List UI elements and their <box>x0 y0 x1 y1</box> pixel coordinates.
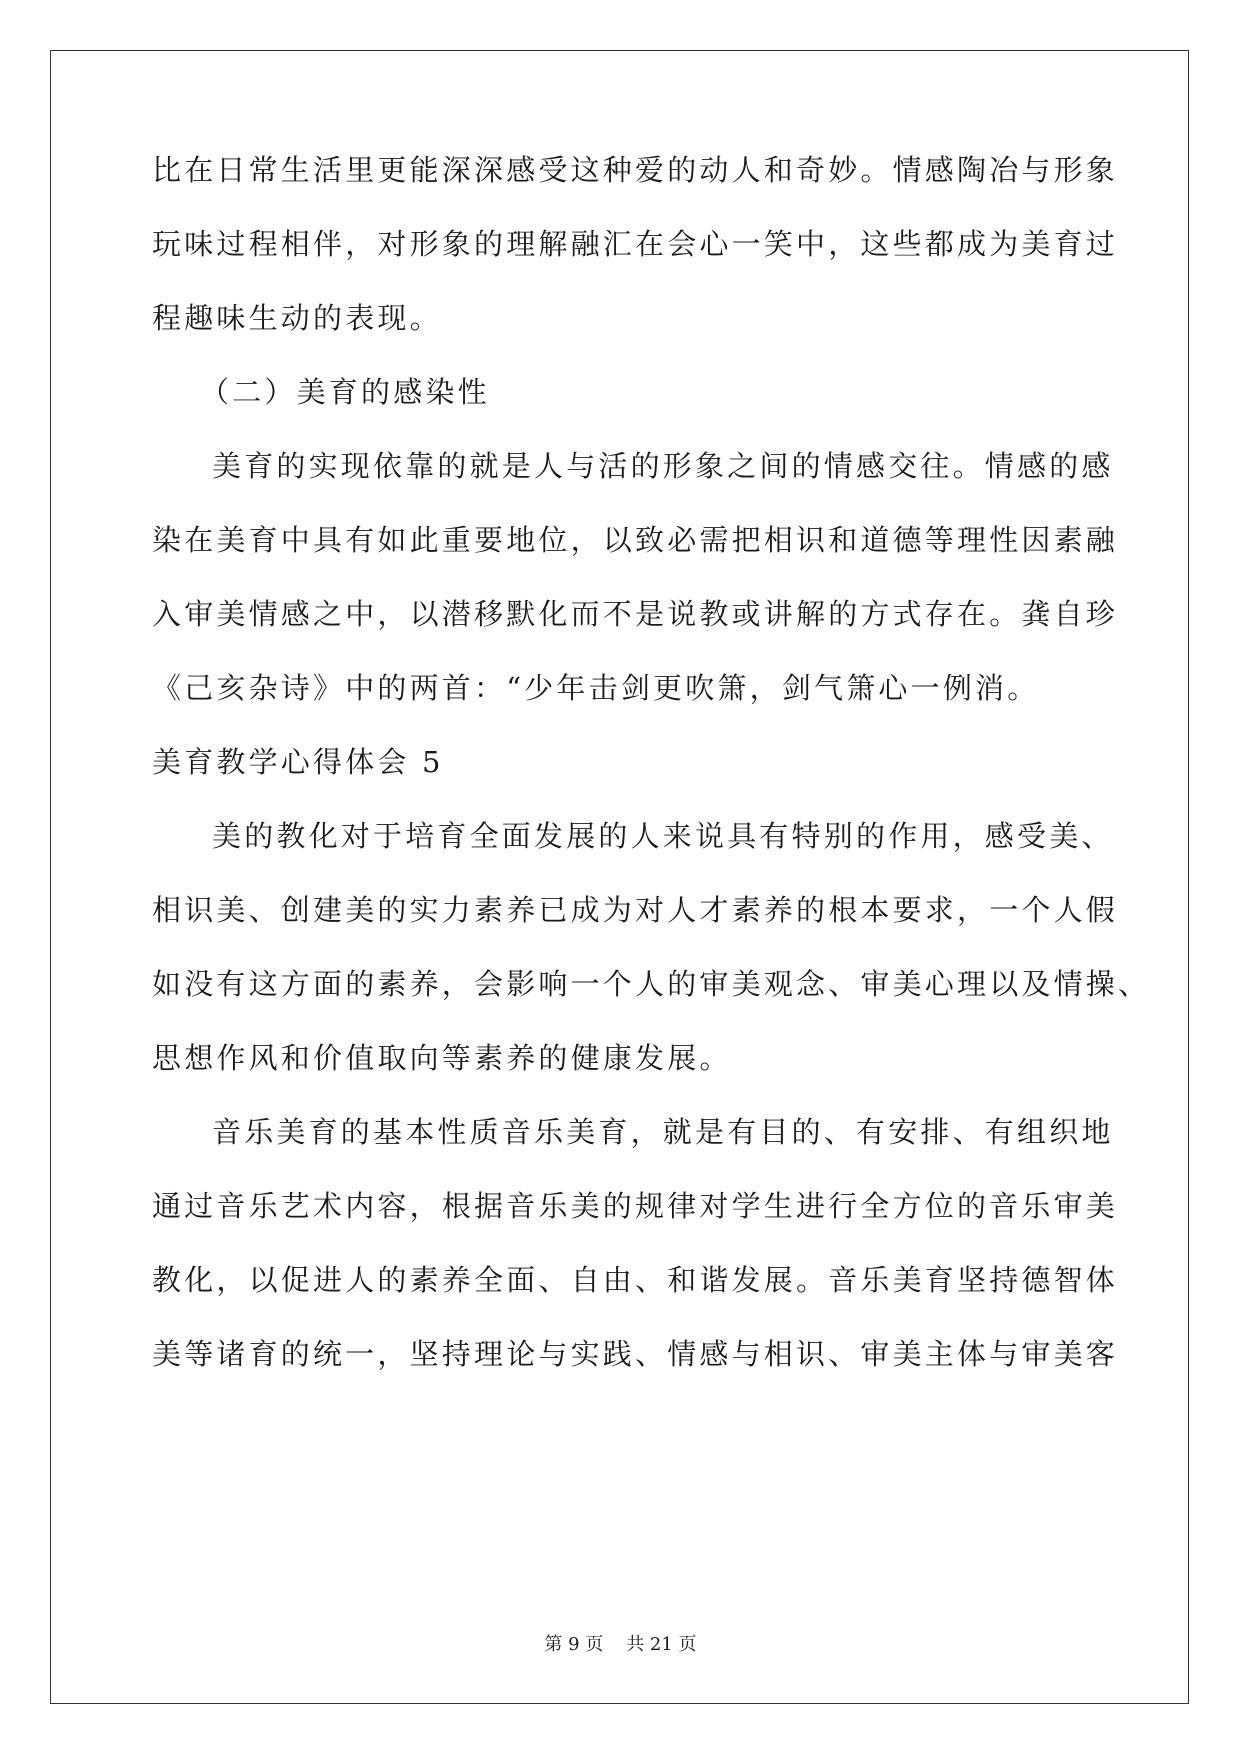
paragraph-line: 如没有这方面的素养，会影响一个人的审美观念、审美心理以及情操、 <box>152 967 1151 1001</box>
page-number-footer: 第 9 页 共 21 页 <box>544 1634 697 1655</box>
paragraph-line: 入审美情感之中，以潜移默化而不是说教或讲解的方式存在。龚自珍 <box>152 597 1119 631</box>
paragraph-line: 相识美、创建美的实力素养已成为对人才素养的根本要求，一个人假 <box>152 893 1119 927</box>
paragraph-line: 玩味过程相伴，对形象的理解融汇在会心一笑中，这些都成为美育过 <box>152 227 1119 261</box>
paragraph-line: 美的教化对于培育全面发展的人来说具有特别的作用，感受美、 <box>212 819 1114 853</box>
paragraph-line: 教化，以促进人的素养全面、自由、和谐发展。音乐美育坚持德智体 <box>152 1263 1119 1297</box>
paragraph-line: 通过音乐艺术内容，根据音乐美的规律对学生进行全方位的音乐审美 <box>152 1189 1119 1223</box>
section-subheading: （二）美育的感染性 <box>200 375 490 409</box>
paragraph-line: 美育的实现依靠的就是人与活的形象之间的情感交往。情感的感 <box>212 449 1114 483</box>
paragraph-line: 思想作风和价值取向等素养的健康发展。 <box>152 1041 732 1075</box>
paragraph-line: 《己亥杂诗》中的两首：“少年击剑更吹箫，剑气箫心一例消。 <box>152 671 1040 705</box>
paragraph-line: 美等诸育的统一，坚持理论与实践、情感与相识、审美主体与审美客 <box>152 1337 1119 1371</box>
paragraph-line: 程趣味生动的表现。 <box>152 301 442 335</box>
paragraph-line: 染在美育中具有如此重要地位，以致必需把相识和道德等理性因素融 <box>152 523 1119 557</box>
section-title: 美育教学心得体会 5 <box>152 745 444 779</box>
paragraph-line: 比在日常生活里更能深深感受这种爱的动人和奇妙。情感陶冶与形象 <box>152 153 1119 187</box>
paragraph-line: 音乐美育的基本性质音乐美育，就是有目的、有安排、有组织地 <box>212 1115 1114 1149</box>
